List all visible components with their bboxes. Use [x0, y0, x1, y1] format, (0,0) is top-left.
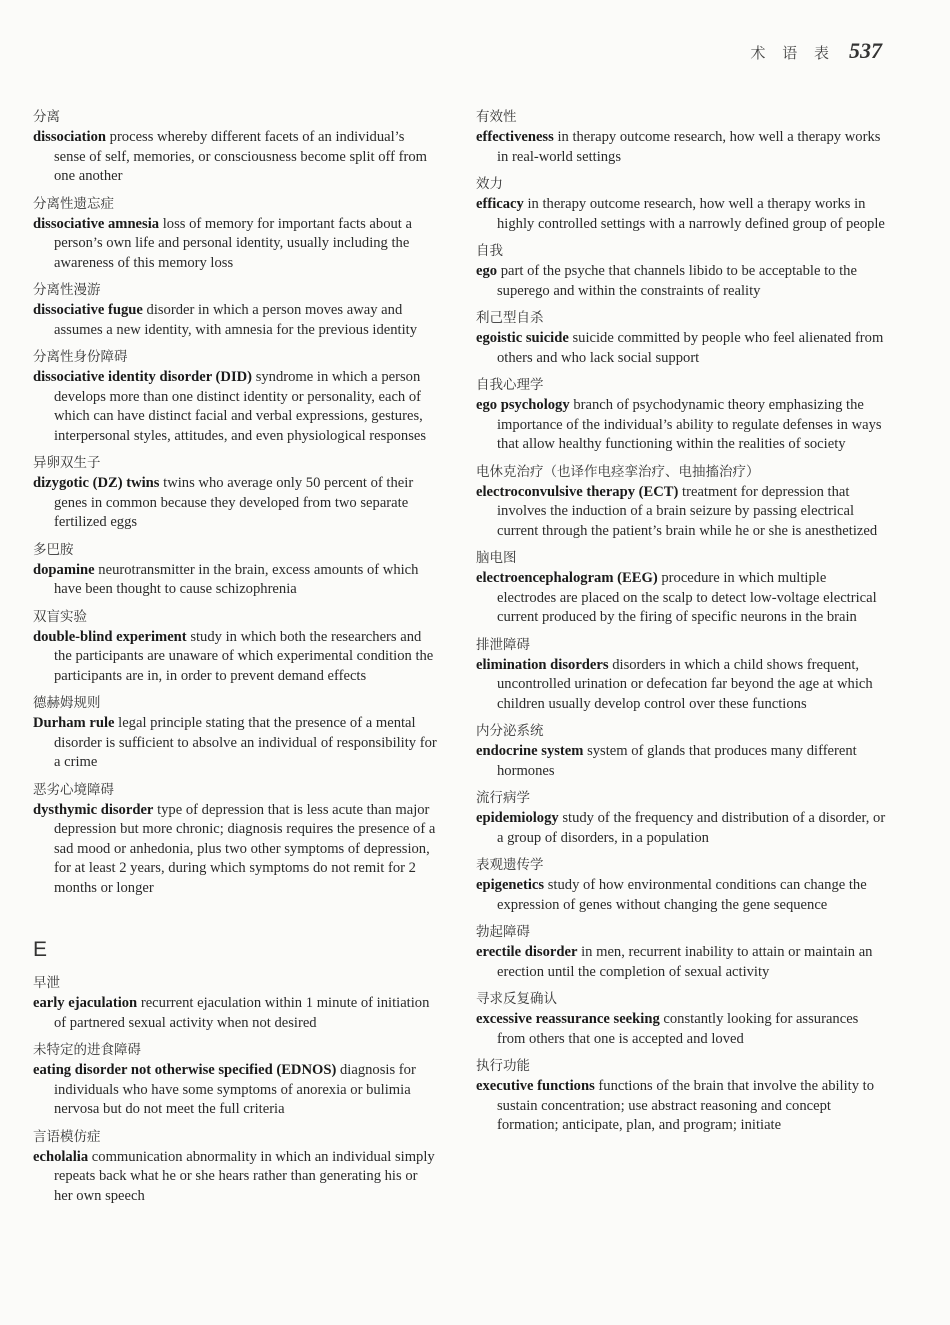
- definition-text: recurrent ejaculation within 1 minute of initiation of partnered sexual activity when not desired: [54, 995, 430, 1031]
- english-term: dissociative amnesia: [33, 215, 160, 232]
- definition-paragraph: [33, 368, 438, 446]
- definition-text: part of the psyche that channels libido to be acceptable to the superego and within the constraints of reality: [497, 263, 857, 299]
- definition-paragraph: [476, 396, 886, 455]
- definition-paragraph: [33, 561, 438, 600]
- chinese-term: 分离: [33, 109, 60, 125]
- english-term: epidemiology: [476, 810, 559, 826]
- english-term: egoistic suicide: [476, 330, 569, 346]
- right-column: [476, 108, 886, 1144]
- chinese-term: 异卵双生子: [33, 455, 101, 471]
- english-term: ego: [476, 263, 498, 279]
- definition-paragraph: [476, 943, 886, 982]
- chinese-term: 内分泌系统: [476, 723, 544, 739]
- chinese-term: 分离性身份障碍: [33, 349, 128, 365]
- chinese-term: 效力: [476, 176, 503, 192]
- definition-paragraph: [476, 569, 886, 628]
- definition-paragraph: [33, 714, 438, 773]
- chinese-term: 脑电图: [476, 550, 517, 566]
- glossary-entry: [33, 694, 438, 773]
- english-term: electroencephalogram (EEG): [476, 570, 658, 586]
- english-term: electroconvulsive therapy (ECT): [476, 483, 679, 500]
- definition-text: disorders in which a child shows frequent, uncontrolled urination or defecation far beyond the age at which children usually develop control over these functions: [497, 656, 873, 712]
- english-term: epigenetics: [476, 877, 545, 893]
- glossary-entry: [476, 923, 886, 982]
- chinese-term: 利己型自杀: [476, 310, 544, 326]
- glossary-entry: [33, 281, 438, 340]
- definition-text: communication abnormality in which an individual simply repeats back what he or she hears rather than generating his or her own speech: [54, 1148, 435, 1204]
- english-term: Durham rule: [33, 715, 115, 731]
- glossary-entry: [33, 1041, 438, 1120]
- chinese-term: 电休克治疗（也译作电痉挛治疗、电抽搐治疗）: [476, 463, 760, 480]
- definition-paragraph: [33, 128, 438, 187]
- glossary-entry: [476, 175, 886, 234]
- english-term: ego psychology: [476, 397, 570, 413]
- chinese-term: 执行功能: [476, 1058, 530, 1074]
- definition-text: constantly looking for assurances from others that one is accepted and loved: [497, 1011, 859, 1047]
- definition-text: syndrome in which a person develops more than one distinct identity or personality, each of which can have distinct facial and verbal expressions, gestures, interpersonal styles, attitudes, and even physiological responses: [54, 369, 427, 444]
- chinese-term: 未特定的进食障碍: [33, 1042, 141, 1058]
- english-term: dissociative identity disorder (DID): [33, 369, 253, 385]
- definition-text: system of glands that produces many different hormones: [497, 743, 857, 779]
- definition-text: legal principle stating that the presence of a mental disorder is sufficient to absolve an individual of responsibility for a crime: [54, 715, 437, 770]
- definition-text: in therapy outcome research, how well a therapy works in highly controlled settings with a narrowly defined group of people: [497, 196, 885, 232]
- glossary-entry: [476, 722, 886, 781]
- chinese-term: 分离性漫游: [33, 282, 101, 298]
- chinese-term: 表观遗传学: [476, 857, 544, 873]
- english-term: excessive reassurance seeking: [476, 1011, 660, 1027]
- definition-paragraph: [33, 994, 438, 1033]
- definition-paragraph: [476, 809, 886, 848]
- english-term: early ejaculation: [33, 995, 138, 1011]
- english-term: endocrine system: [476, 743, 584, 759]
- definition-text: twins who average only 50 percent of their genes in common because they developed from two separate fertilized eggs: [54, 475, 414, 530]
- definition-paragraph: [476, 876, 886, 915]
- english-term: effectiveness: [476, 129, 554, 145]
- chinese-term: 勃起障碍: [476, 924, 530, 940]
- glossary-entry: [476, 309, 886, 368]
- chinese-term: 自我心理学: [476, 377, 544, 393]
- definition-paragraph: [476, 262, 886, 301]
- english-term: executive functions: [476, 1078, 595, 1094]
- definition-paragraph: [33, 801, 438, 899]
- english-term: dopamine: [33, 561, 95, 578]
- chinese-term: 流行病学: [476, 790, 530, 806]
- chinese-term: 排泄障碍: [476, 636, 530, 653]
- chinese-term: 有效性: [476, 109, 517, 125]
- chinese-term: 言语模仿症: [33, 1128, 101, 1145]
- glossary-entry: [33, 454, 438, 533]
- english-term: echolalia: [33, 1148, 89, 1165]
- definition-text: functions of the brain that involve the ability to sustain concentration; use abstract reasoning and concept formation; anticipate, plan, and program; initiate: [497, 1078, 875, 1133]
- definition-text: study in which both the researchers and the participants are unaware of which experimental condition the participants are in, in order to prevent demand effects: [54, 628, 434, 684]
- definition-paragraph: [476, 742, 886, 781]
- chinese-term: 多巴胺: [33, 541, 74, 558]
- definition-paragraph: [476, 1077, 886, 1136]
- definition-text: branch of psychodynamic theory emphasizing the importance of the individual’s ability to regulate defenses in ways that allow healthy functioning within the realities of society: [497, 397, 882, 452]
- glossary-entry: [33, 781, 438, 899]
- glossary-entry: [476, 856, 886, 915]
- glossary-entry: [33, 974, 438, 1033]
- definition-text: type of depression that is less acute than major depression but more chronic; diagnosis requires the presence of a sad mood or anhedonia, plus two other symptoms of depression, for at least 2 years, during which symptoms do not remit for 2 months or longer: [54, 801, 436, 896]
- definition-paragraph: [476, 128, 886, 167]
- glossary-list-e: [33, 974, 438, 1206]
- definition-paragraph: [33, 1061, 438, 1120]
- glossary-entry: [33, 541, 438, 600]
- glossary-entry: [476, 636, 886, 715]
- english-term: dysthymic disorder: [33, 801, 154, 818]
- english-term: dissociative fugue: [33, 302, 143, 318]
- glossary-entry: [33, 348, 438, 446]
- section-letter-e: E: [33, 938, 48, 961]
- glossary-entry: [33, 195, 438, 274]
- definition-text: loss of memory for important facts about a person’s own life and personal identity, usually including the awareness of this memory loss: [54, 215, 412, 271]
- definition-text: diagnosis for individuals who have some symptoms of anorexia or bulimia nervosa but do not meet the full criteria: [54, 1062, 416, 1117]
- definition-paragraph: [33, 215, 438, 274]
- glossary-entry: [476, 549, 886, 628]
- definition-paragraph: [476, 329, 886, 368]
- definition-paragraph: [33, 1148, 438, 1207]
- glossary-entry: [33, 608, 438, 687]
- glossary-entry: [476, 463, 886, 542]
- definition-text: procedure in which multiple electrodes are placed on the scalp to detect low-voltage electrical current produced by the firing of specific neurons in the brain: [497, 570, 877, 625]
- definition-text: suicide committed by people who feel alienated from others and who lack social support: [497, 330, 884, 366]
- glossary-entry: [476, 1057, 886, 1136]
- definition-paragraph: [33, 474, 438, 533]
- chinese-term: 双盲实验: [33, 608, 87, 625]
- english-term: eating disorder not otherwise specified (EDNOS): [33, 1062, 337, 1078]
- running-header: [750, 38, 882, 64]
- glossary-entry: [476, 108, 886, 167]
- chinese-term: 德赫姆规则: [33, 695, 101, 711]
- definition-text: neurotransmitter in the brain, excess amounts of which have been thought to cause schizophrenia: [54, 561, 419, 597]
- glossary-entry: [476, 376, 886, 455]
- glossary-entry: [476, 242, 886, 301]
- english-term: elimination disorders: [476, 656, 609, 673]
- definition-text: treatment for depression that involves the induction of a brain seizure by passing electrical current through the patient’s brain while he or she is anesthetized: [497, 483, 878, 539]
- definition-paragraph: [476, 483, 886, 542]
- definition-paragraph: [33, 301, 438, 340]
- definition-text: study of the frequency and distribution of a disorder, or a group of disorders, in a population: [497, 810, 886, 846]
- english-term: dissociation: [33, 129, 106, 145]
- page-number: 537: [849, 38, 882, 63]
- definition-paragraph: [476, 195, 886, 234]
- english-term: dizygotic (DZ) twins: [33, 475, 160, 491]
- chinese-term: 早泄: [33, 975, 60, 991]
- definition-text: study of how environmental conditions can change the expression of genes without changing the gene sequence: [497, 877, 867, 913]
- glossary-list-d: [33, 108, 438, 898]
- chinese-term: 自我: [476, 243, 503, 259]
- glossary-entry: [476, 990, 886, 1049]
- english-term: efficacy: [476, 196, 524, 212]
- glossary-entry: [476, 789, 886, 848]
- definition-text: process whereby different facets of an individual’s sense of self, memories, or consciousness become split off from one another: [54, 129, 428, 184]
- chinese-term: 寻求反复确认: [476, 991, 557, 1007]
- definition-paragraph: [476, 1010, 886, 1049]
- english-term: erectile disorder: [476, 944, 578, 960]
- chinese-term: 分离性遗忘症: [33, 195, 114, 212]
- glossary-entry: [33, 1128, 438, 1207]
- glossary-list-e-continued: [476, 108, 886, 1136]
- glossary-entry: [33, 108, 438, 187]
- definition-paragraph: [476, 656, 886, 715]
- definition-text: in men, recurrent inability to attain or maintain an erection until the completion of sexual activity: [497, 944, 873, 980]
- definition-paragraph: [33, 628, 438, 687]
- chinese-term: 恶劣心境障碍: [33, 781, 114, 798]
- running-header-title: 术 语 表: [750, 44, 835, 62]
- left-column: [33, 108, 438, 1214]
- english-term: double-blind experiment: [33, 628, 187, 645]
- definition-text: in therapy outcome research, how well a therapy works in real-world settings: [497, 129, 881, 165]
- definition-text: disorder in which a person moves away and assumes a new identity, with amnesia for the previous identity: [54, 302, 418, 338]
